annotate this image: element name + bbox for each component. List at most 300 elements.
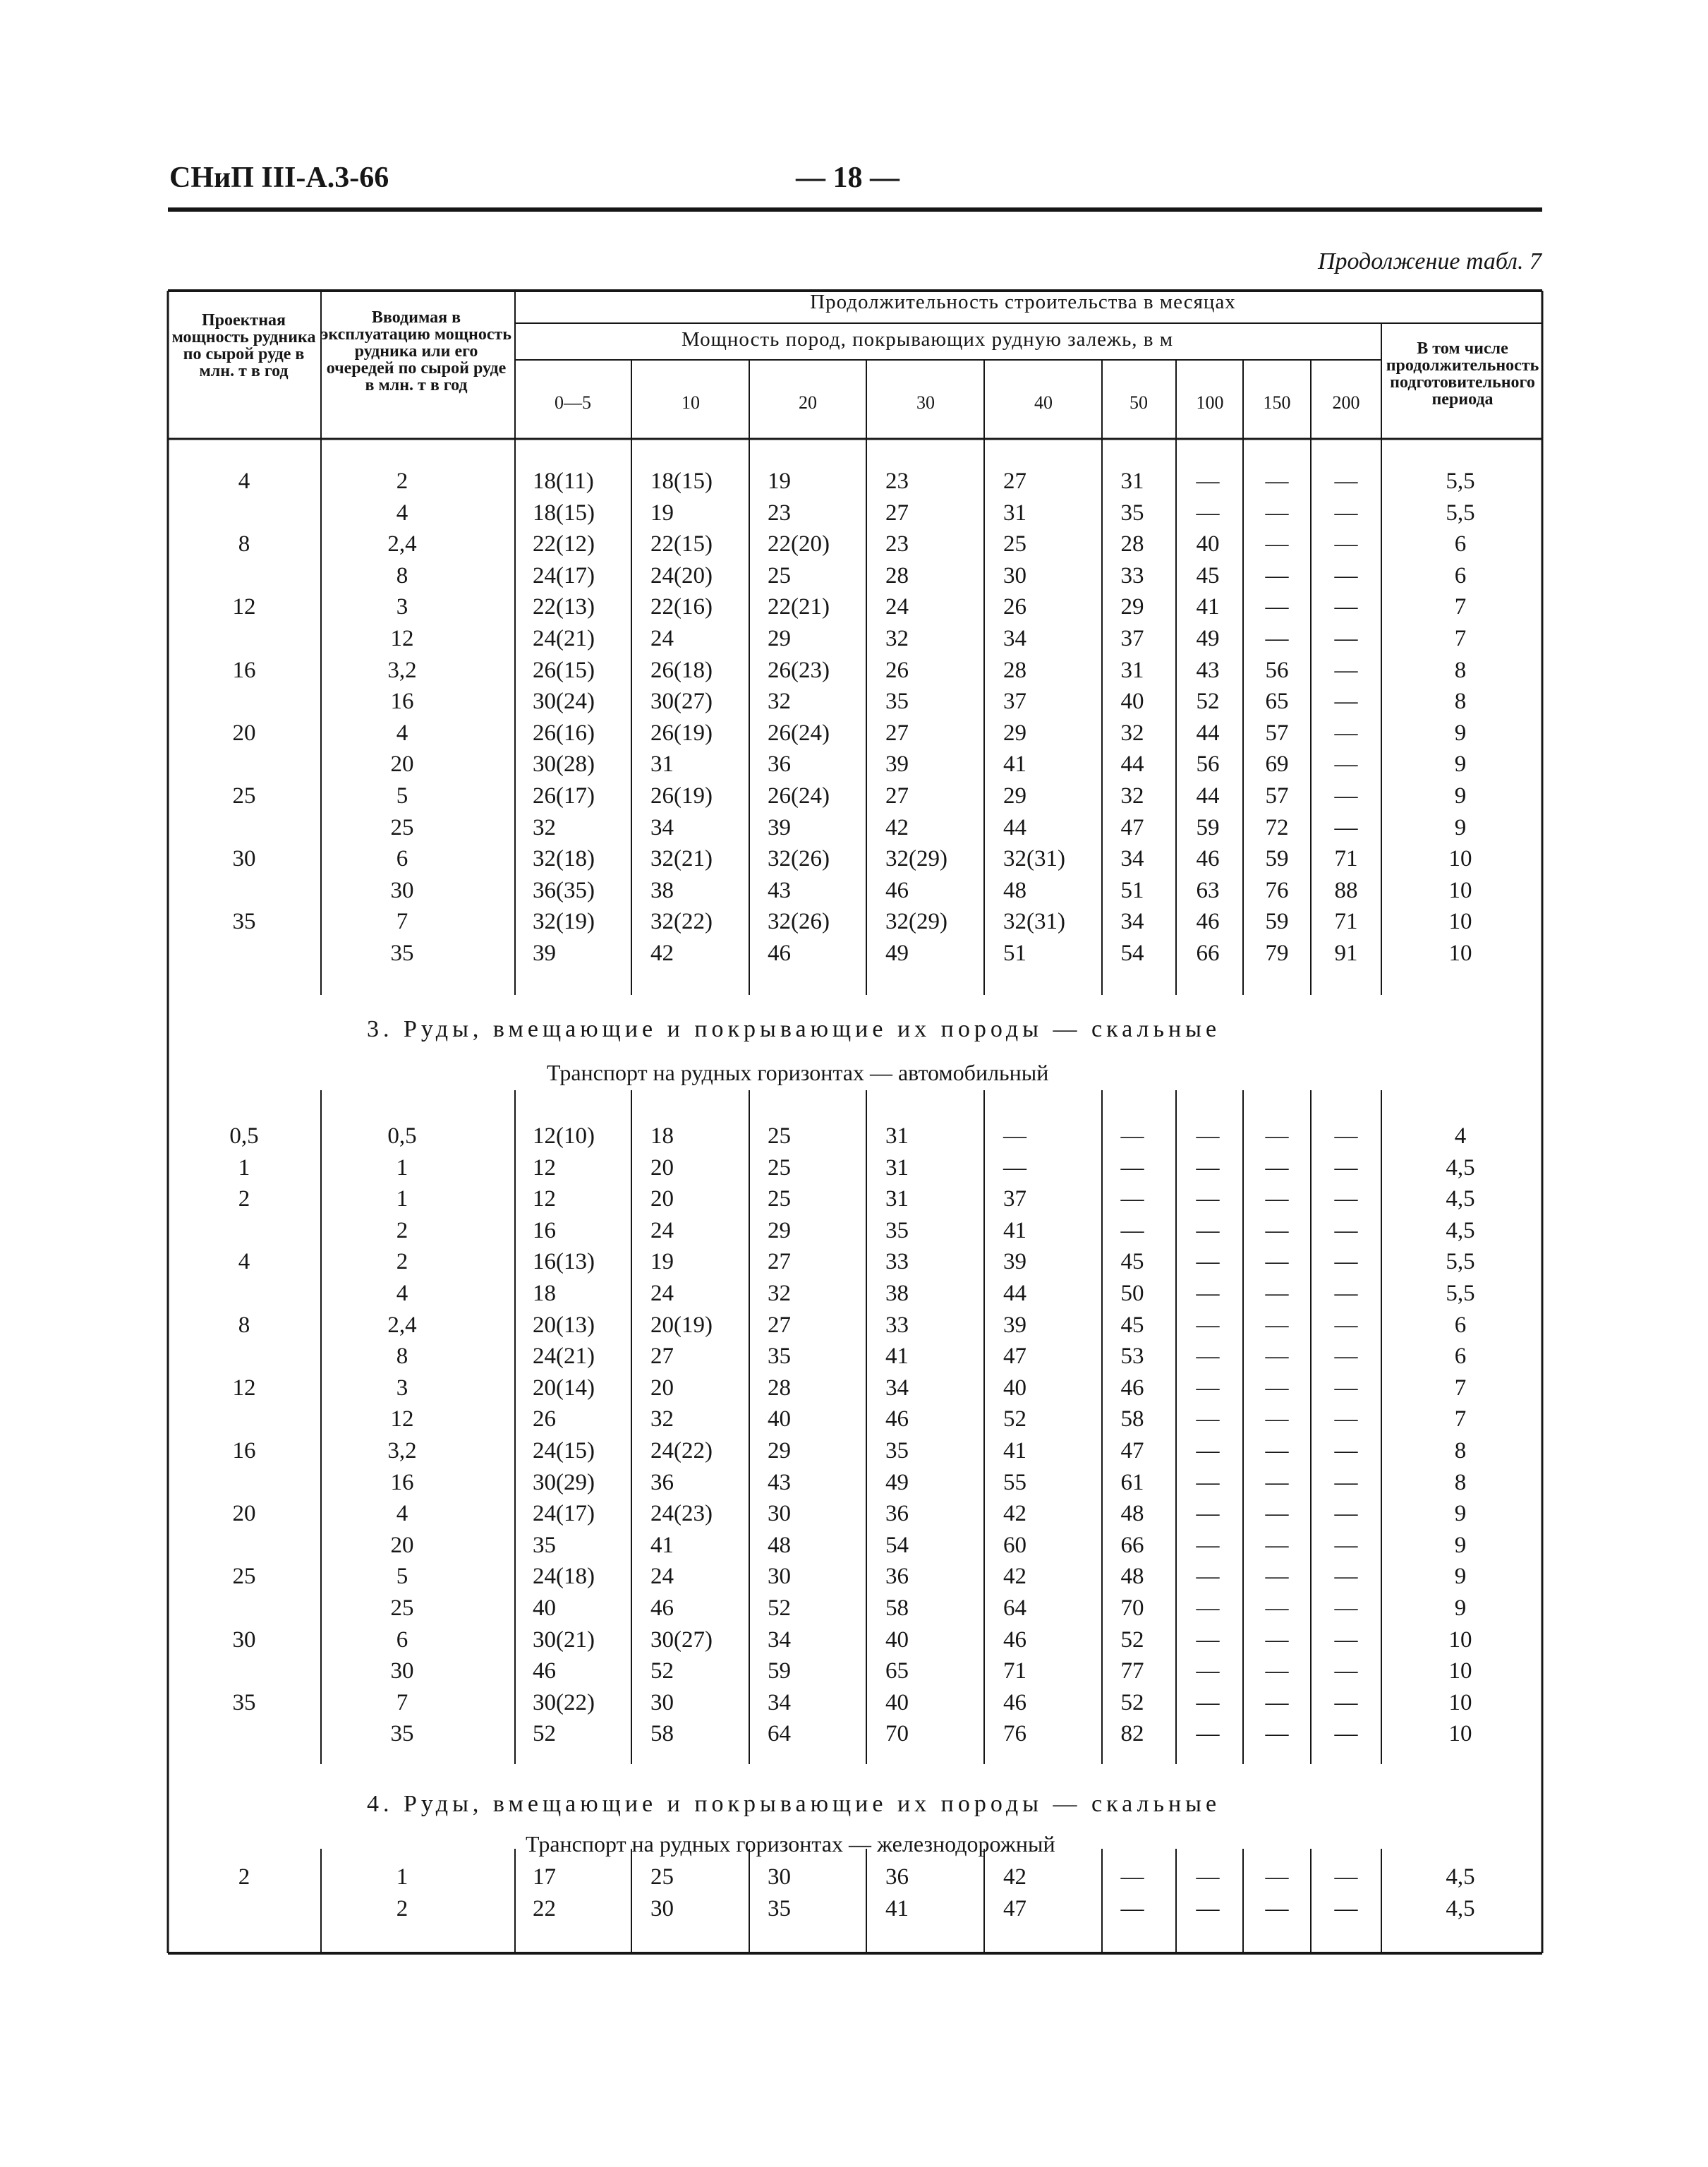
- table-cell: —: [1265, 1469, 1289, 1495]
- table-cell: 20: [390, 1532, 414, 1558]
- table-cell: 71: [1334, 846, 1358, 872]
- table-cell: —: [1334, 1154, 1358, 1181]
- table-cell: 34: [1120, 909, 1144, 935]
- table-cell: 32: [768, 1281, 791, 1306]
- table-cell: —: [1196, 1281, 1220, 1306]
- table-cell: 91: [1334, 941, 1358, 966]
- table-cell: 8: [396, 1344, 408, 1370]
- table-cell: —: [1334, 1721, 1358, 1747]
- table-cell: 12: [390, 626, 414, 651]
- table-cell: 52: [650, 1658, 674, 1684]
- table-cell: 22(21): [768, 594, 830, 620]
- table-cell: —: [1334, 689, 1358, 715]
- table-cell: 1: [396, 1186, 408, 1212]
- table-cell: 45: [1120, 1249, 1144, 1275]
- table-cell: 20: [650, 1154, 674, 1181]
- table-cell: 30: [650, 1895, 674, 1921]
- table-cell: 48: [768, 1532, 791, 1558]
- table-cell: 22(20): [768, 531, 830, 557]
- table-cell: 26(17): [533, 783, 595, 809]
- table-cell: 40: [885, 1689, 909, 1715]
- table-cell: 29: [768, 626, 791, 651]
- table-cell: 4: [396, 1501, 408, 1527]
- table-cell: 26(16): [533, 720, 595, 746]
- table-cell: —: [1265, 1626, 1289, 1653]
- table-cell: 20: [232, 720, 256, 746]
- table-cell: 32(31): [1003, 846, 1065, 872]
- table-cell: 46: [1003, 1626, 1026, 1653]
- table-cell: 39: [1003, 1249, 1026, 1275]
- table-cell: 39: [1003, 1312, 1026, 1338]
- table-cell: 32(19): [533, 909, 595, 935]
- table-cell: 27: [885, 783, 909, 809]
- table-cell: 8: [238, 1312, 250, 1338]
- table-cell: 33: [885, 1249, 909, 1275]
- table-cell: 41: [1003, 1438, 1026, 1463]
- table-cell: 7: [1454, 626, 1467, 651]
- table-cell: 43: [768, 877, 791, 903]
- table-cell: 46: [885, 1406, 909, 1432]
- table-cell: —: [1265, 531, 1289, 557]
- table-cell: —: [1003, 1123, 1026, 1149]
- table-cell: 23: [768, 500, 791, 526]
- table-cell: 26(24): [768, 720, 830, 746]
- table-cell: 71: [1003, 1658, 1026, 1684]
- table-cell: 41: [885, 1344, 909, 1370]
- table-cell: 4,5: [1446, 1154, 1475, 1181]
- table-cell: —: [1120, 1123, 1144, 1149]
- table-cell: 39: [768, 814, 791, 840]
- table-cell: 24(17): [533, 562, 595, 588]
- table-cell: 26: [885, 657, 909, 683]
- table-cell: 64: [1003, 1595, 1026, 1621]
- table-cell: 8: [1454, 1438, 1467, 1463]
- table-cell: —: [1265, 1658, 1289, 1684]
- table-cell: 61: [1120, 1469, 1144, 1495]
- table-cell: 28: [885, 562, 909, 588]
- depth-label: 100: [1196, 392, 1224, 413]
- table-cell: 29: [1003, 720, 1026, 746]
- table-cell: 10: [1448, 909, 1472, 935]
- table-cell: 30(28): [533, 751, 595, 778]
- table-cell: 1: [396, 1154, 408, 1181]
- table-cell: 33: [1120, 562, 1144, 588]
- table-cell: 4,5: [1446, 1186, 1475, 1212]
- table-cell: —: [1334, 594, 1358, 620]
- table-cell: 30: [390, 1658, 414, 1684]
- table-cell: 16: [390, 1469, 414, 1495]
- table-cell: 41: [1196, 594, 1220, 620]
- table-cell: —: [1265, 1564, 1289, 1590]
- table-cell: 52: [1003, 1406, 1026, 1432]
- table-cell: 32(22): [650, 909, 713, 935]
- table-cell: 36: [885, 1864, 909, 1890]
- table-cell: 23: [885, 469, 909, 494]
- table-cell: —: [1196, 1469, 1220, 1495]
- table-cell: 5: [396, 1564, 408, 1590]
- table-cell: 44: [1003, 814, 1026, 840]
- table-cell: 31: [885, 1186, 909, 1212]
- table-cell: 30: [1003, 562, 1026, 588]
- table-cell: —: [1334, 531, 1358, 557]
- table-cell: 55: [1003, 1469, 1026, 1495]
- table-cell: 34: [650, 814, 674, 840]
- table-cell: —: [1265, 1186, 1289, 1212]
- table-cell: 48: [1120, 1501, 1144, 1527]
- table-cell: 1: [396, 1864, 408, 1890]
- table-cell: 9: [1454, 783, 1467, 809]
- table-cell: 31: [885, 1154, 909, 1181]
- table-cell: 24(20): [650, 562, 713, 588]
- table-cell: 52: [533, 1721, 556, 1747]
- table-cell: —: [1334, 562, 1358, 588]
- table-cell: 20(14): [533, 1375, 595, 1401]
- table-cell: —: [1334, 1689, 1358, 1715]
- table-cell: —: [1265, 1123, 1289, 1149]
- table-cell: 6: [1454, 1344, 1467, 1370]
- table-cell: 10: [1448, 877, 1472, 903]
- table-cell: 2: [238, 1864, 250, 1890]
- table-cell: —: [1334, 1501, 1358, 1527]
- table-cell: —: [1120, 1154, 1144, 1181]
- table-cell: 32: [650, 1406, 674, 1432]
- table-cell: 40: [885, 1626, 909, 1653]
- table-cell: 24: [650, 1217, 674, 1243]
- table-cell: 31: [650, 751, 674, 778]
- table-cell: 2,4: [387, 1312, 417, 1338]
- table-cell: 24: [650, 1564, 674, 1590]
- table-cell: 46: [533, 1658, 556, 1684]
- table-cell: 37: [1003, 1186, 1026, 1212]
- table-cell: 20(13): [533, 1312, 595, 1338]
- table-cell: —: [1265, 1895, 1289, 1921]
- table-cell: 22(12): [533, 531, 595, 557]
- section-heading: 4. Руды, вмещающие и покрывающие их породы — скальные: [367, 1791, 1221, 1817]
- table-cell: —: [1265, 1689, 1289, 1715]
- table-cell: 25: [390, 814, 414, 840]
- table-cell: 18(15): [650, 469, 713, 494]
- table-cell: 35: [232, 1689, 256, 1715]
- table-cell: —: [1334, 814, 1358, 840]
- table-cell: 36: [650, 1469, 674, 1495]
- table-cell: —: [1334, 1375, 1358, 1401]
- table-cell: 10: [1448, 941, 1472, 966]
- table-cell: 72: [1265, 814, 1289, 840]
- table-cell: 70: [885, 1721, 909, 1747]
- table-cell: 2: [396, 469, 408, 494]
- table-cell: —: [1196, 1344, 1220, 1370]
- table-cell: 24(15): [533, 1438, 595, 1463]
- table-cell: 24: [650, 1281, 674, 1306]
- table-cell: 26: [533, 1406, 556, 1432]
- table-cell: 77: [1120, 1658, 1144, 1684]
- table-cell: 41: [650, 1532, 674, 1558]
- header-preparatory-period: В том числе продолжительность подготовительного периода: [1386, 339, 1539, 409]
- transport-subheading: Транспорт на рудных горизонтах — автомобильный: [547, 1060, 1049, 1085]
- table-cell: 35: [768, 1344, 791, 1370]
- table-cell: 35: [533, 1532, 556, 1558]
- table-cell: 22(13): [533, 594, 595, 620]
- table-cell: 41: [1003, 1217, 1026, 1243]
- table-cell: 45: [1120, 1312, 1144, 1338]
- table-cell: 35: [1120, 500, 1144, 526]
- table-cell: —: [1265, 1501, 1289, 1527]
- table-cell: 6: [1454, 531, 1467, 557]
- table-cell: 0,5: [387, 1123, 417, 1149]
- table-cell: —: [1265, 1154, 1289, 1181]
- table-cell: —: [1265, 469, 1289, 494]
- table-cell: 25: [232, 783, 256, 809]
- table-cell: —: [1265, 500, 1289, 526]
- table-cell: 6: [1454, 562, 1467, 588]
- table-cell: 38: [885, 1281, 909, 1306]
- table-cell: 8: [396, 562, 408, 588]
- table-cell: 35: [885, 689, 909, 715]
- table-cell: 30(22): [533, 1689, 595, 1715]
- table-cell: 28: [1003, 657, 1026, 683]
- table-cell: 52: [1120, 1689, 1144, 1715]
- table-cell: 36(35): [533, 877, 595, 903]
- table-cell: 40: [768, 1406, 791, 1432]
- table-cell: 2: [396, 1249, 408, 1275]
- table-cell: 49: [1196, 626, 1220, 651]
- table-cell: —: [1196, 1375, 1220, 1401]
- table-cell: —: [1196, 469, 1220, 494]
- table-cell: 4: [396, 500, 408, 526]
- table-cell: 20: [650, 1375, 674, 1401]
- table-cell: 3: [396, 1375, 408, 1401]
- table-cell: 51: [1120, 877, 1144, 903]
- table-cell: 58: [650, 1721, 674, 1747]
- table-cell: —: [1120, 1186, 1144, 1212]
- table-cell: 16: [533, 1217, 556, 1243]
- table-cell: 54: [1120, 941, 1144, 966]
- table-cell: 1: [238, 1154, 250, 1181]
- table-cell: 5,5: [1446, 1281, 1475, 1306]
- table-cell: 0,5: [229, 1123, 259, 1149]
- table-cell: 9: [1454, 814, 1467, 840]
- table-cell: 56: [1265, 657, 1289, 683]
- table-cell: 25: [768, 1123, 791, 1149]
- table-cell: 57: [1265, 783, 1289, 809]
- table-cell: 24(17): [533, 1501, 595, 1527]
- table-cell: 8: [238, 531, 250, 557]
- table-cell: 88: [1334, 877, 1358, 903]
- table-cell: 10: [1448, 1658, 1472, 1684]
- table-continuation-label: Продолжение табл. 7: [1317, 248, 1542, 274]
- table-cell: —: [1120, 1217, 1144, 1243]
- table-cell: —: [1265, 562, 1289, 588]
- table-cell: 76: [1265, 877, 1289, 903]
- table-cell: 20(19): [650, 1312, 713, 1338]
- table-cell: 5,5: [1446, 469, 1475, 494]
- table-cell: 4,5: [1446, 1895, 1475, 1921]
- table-cell: 9: [1454, 751, 1467, 778]
- table-cell: 26(19): [650, 783, 713, 809]
- table-cell: 69: [1265, 751, 1289, 778]
- depth-label: 150: [1263, 392, 1291, 413]
- document-code: СНиП III-А.3-66: [169, 162, 389, 194]
- table-cell: 28: [768, 1375, 791, 1401]
- table-cell: 24: [885, 594, 909, 620]
- table-cell: —: [1196, 1721, 1220, 1747]
- table-cell: —: [1334, 1406, 1358, 1432]
- table-cell: —: [1265, 1721, 1289, 1747]
- table-cell: 32: [1120, 720, 1144, 746]
- table-cell: —: [1265, 594, 1289, 620]
- table-cell: —: [1003, 1154, 1026, 1181]
- table-cell: —: [1196, 1689, 1220, 1715]
- depth-label: 30: [916, 392, 935, 413]
- depth-label: 40: [1034, 392, 1053, 413]
- table-cell: 42: [650, 941, 674, 966]
- table-cell: 25: [1003, 531, 1026, 557]
- table-cell: 26(24): [768, 783, 830, 809]
- table-cell: —: [1196, 1626, 1220, 1653]
- table-cell: 40: [1196, 531, 1220, 557]
- table-cell: 38: [650, 877, 674, 903]
- table-cell: 47: [1003, 1344, 1026, 1370]
- table-cell: 9: [1454, 1564, 1467, 1590]
- table-cell: 10: [1448, 1689, 1472, 1715]
- table-cell: —: [1196, 1217, 1220, 1243]
- table-cell: 26(15): [533, 657, 595, 683]
- table-cell: 39: [885, 751, 909, 778]
- table-cell: —: [1334, 1658, 1358, 1684]
- table-cell: 79: [1265, 941, 1289, 966]
- table-cell: —: [1334, 1595, 1358, 1621]
- table-cell: 42: [1003, 1864, 1026, 1890]
- table-cell: 60: [1003, 1532, 1026, 1558]
- table-cell: 41: [1003, 751, 1026, 778]
- table-cell: 25: [390, 1595, 414, 1621]
- table-cell: 2: [396, 1895, 408, 1921]
- table-cell: 49: [885, 941, 909, 966]
- table-cell: 25: [768, 562, 791, 588]
- depth-label: 10: [682, 392, 700, 413]
- table-cell: 8: [1454, 689, 1467, 715]
- table-cell: 66: [1120, 1532, 1144, 1558]
- header-construction-duration: Продолжительность строительства в месяцах: [810, 291, 1236, 313]
- table-cell: —: [1265, 1864, 1289, 1890]
- table-cell: 28: [1120, 531, 1144, 557]
- table-cell: 42: [1003, 1564, 1026, 1590]
- table-cell: 10: [1448, 1626, 1472, 1653]
- table-cell: 26(18): [650, 657, 713, 683]
- table-cell: 10: [1448, 846, 1472, 872]
- table-cell: 29: [768, 1217, 791, 1243]
- table-cell: 16: [232, 1438, 256, 1463]
- table-cell: 4: [238, 1249, 250, 1275]
- table-cell: —: [1120, 1864, 1144, 1890]
- table-cell: 12: [232, 1375, 256, 1401]
- table-cell: 3: [396, 594, 408, 620]
- table-cell: —: [1196, 1658, 1220, 1684]
- table-cell: 40: [1120, 689, 1144, 715]
- table-cell: 30(27): [650, 689, 713, 715]
- table-cell: 4,5: [1446, 1217, 1475, 1243]
- table-cell: 43: [768, 1469, 791, 1495]
- table-cell: 12: [533, 1154, 556, 1181]
- table-cell: 51: [1003, 941, 1026, 966]
- table-cell: 22(16): [650, 594, 713, 620]
- depth-label: 0—5: [555, 392, 591, 413]
- table-cell: 59: [768, 1658, 791, 1684]
- table-cell: 3,2: [387, 1438, 417, 1463]
- table-cell: 6: [396, 1626, 408, 1653]
- table-cell: 41: [885, 1895, 909, 1921]
- header-commissioned-capacity: Вводимая в эксплуатацию мощность рудника или его очередей по сырой руде в млн. т в год: [321, 308, 511, 394]
- table-cell: 35: [885, 1217, 909, 1243]
- table-cell: —: [1334, 1564, 1358, 1590]
- table-cell: 29: [768, 1438, 791, 1463]
- header-overburden-thickness: Мощность пород, покрывающих рудную залежь, в м: [682, 328, 1174, 351]
- table-cell: 12: [533, 1186, 556, 1212]
- table-cell: 82: [1120, 1721, 1144, 1747]
- table-cell: 53: [1120, 1344, 1144, 1370]
- table-cell: 32(31): [1003, 909, 1065, 935]
- table-cell: 32: [1120, 783, 1144, 809]
- table-cell: —: [1196, 1154, 1220, 1181]
- table-cell: 2: [396, 1217, 408, 1243]
- table-cell: 5,5: [1446, 500, 1475, 526]
- table-cell: 46: [1196, 909, 1220, 935]
- table-cell: 35: [232, 909, 256, 935]
- table-cell: 32: [533, 814, 556, 840]
- table-cell: 18: [533, 1281, 556, 1306]
- table-cell: 35: [885, 1438, 909, 1463]
- table-cell: 40: [1003, 1375, 1026, 1401]
- table-cell: —: [1196, 1186, 1220, 1212]
- table-cell: 39: [533, 941, 556, 966]
- table-cell: 7: [396, 1689, 408, 1715]
- table-cell: 30: [768, 1864, 791, 1890]
- table-cell: 19: [650, 1249, 674, 1275]
- table-cell: 29: [1003, 783, 1026, 809]
- table-cell: —: [1265, 1217, 1289, 1243]
- table-cell: 56: [1196, 751, 1220, 778]
- table-cell: 24(21): [533, 626, 595, 651]
- table-cell: —: [1196, 1406, 1220, 1432]
- table-cell: —: [1196, 1438, 1220, 1463]
- table-cell: 71: [1334, 909, 1358, 935]
- table-cell: —: [1334, 1864, 1358, 1890]
- table-cell: —: [1196, 1864, 1220, 1890]
- table-cell: 24(22): [650, 1438, 713, 1463]
- table-cell: 47: [1003, 1895, 1026, 1921]
- table-cell: —: [1334, 1312, 1358, 1338]
- table-cell: 47: [1120, 1438, 1144, 1463]
- table-cell: 17: [533, 1864, 556, 1890]
- table-cell: 48: [1003, 877, 1026, 903]
- table-cell: 30: [650, 1689, 674, 1715]
- table-cell: 26(19): [650, 720, 713, 746]
- table-cell: 30(21): [533, 1626, 595, 1653]
- table-cell: 35: [768, 1895, 791, 1921]
- table-cell: 48: [1120, 1564, 1144, 1590]
- table-cell: —: [1334, 751, 1358, 778]
- table-cell: 32(26): [768, 846, 830, 872]
- table-cell: 30: [390, 877, 414, 903]
- table-cell: 6: [1454, 1312, 1467, 1338]
- header-design-capacity: Проектная мощность рудника по сырой руде в млн. т в год: [171, 311, 316, 380]
- table-cell: 4: [396, 720, 408, 746]
- table-cell: —: [1196, 500, 1220, 526]
- table-cell: 27: [650, 1344, 674, 1370]
- table-cell: 27: [885, 720, 909, 746]
- table-cell: 24(21): [533, 1344, 595, 1370]
- table-cell: 7: [396, 909, 408, 935]
